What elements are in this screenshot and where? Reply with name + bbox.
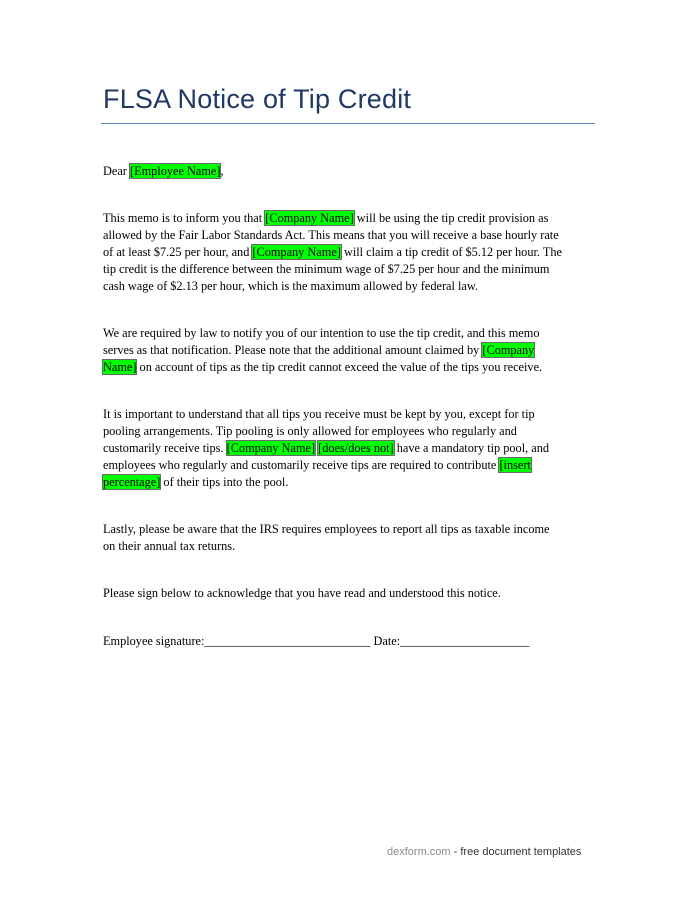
paragraph-line: on their annual tax returns. (103, 539, 236, 553)
salutation (103, 163, 224, 180)
footer-tagline: - free document templates (450, 846, 582, 858)
paragraph-irs-reporting (103, 521, 550, 555)
paragraph-line: Lastly, please be aware that the IRS requires employees to report all tips as taxable income (103, 522, 550, 536)
text-run: will claim a tip credit of $5.12 per hour. The (340, 245, 562, 259)
text-run: serves as that notification. Please note that the additional amount claimed by (103, 343, 483, 357)
date-field[interactable]: _____________________ (400, 634, 530, 648)
title-divider (101, 123, 595, 124)
text-run: will be using the tip credit provision as (353, 211, 549, 225)
paragraph-line (103, 474, 549, 491)
text-run: customarily receive tips. (103, 441, 227, 455)
footer (387, 846, 581, 858)
text-run: employees who regularly and customarily receive tips are required to contribute (103, 458, 500, 472)
text-run: of their tips into the pool. (160, 475, 289, 489)
employee-signature-label: Employee signature: (103, 634, 205, 648)
percentage-placeholder: percentage] (103, 475, 161, 489)
salutation-line (103, 163, 224, 180)
percentage-placeholder: [insert (499, 458, 531, 472)
date-label: Date: (370, 634, 401, 648)
paragraph-line: tip credit is the difference between the minimum wage of $7.25 per hour and the minimum (103, 262, 550, 276)
paragraph-tip-pooling (103, 406, 549, 491)
document-title: FLSA Notice of Tip Credit (103, 84, 412, 114)
paragraph-line: Please sign below to acknowledge that you have read and understood this notice. (103, 586, 501, 600)
salutation-prefix: Dear (103, 164, 130, 178)
text-run: This memo is to inform you that (103, 211, 266, 225)
paragraph-notification (103, 325, 542, 376)
paragraph-line (103, 457, 549, 474)
paragraph-line (103, 359, 542, 376)
company-name-placeholder: [Company (482, 343, 535, 357)
text-run: of at least $7.25 per hour, and (103, 245, 253, 259)
paragraph-tip-credit-intro (103, 210, 562, 295)
paragraph-line (103, 244, 562, 261)
company-name-placeholder: Name] (103, 360, 137, 374)
company-name-placeholder: [Company Name] (252, 245, 341, 259)
paragraph-line: We are required by law to notify you of our intention to use the tip credit, and this memo (103, 326, 540, 340)
paragraph-line: cash wage of $2.13 per hour, which is the maximum allowed by federal law. (103, 279, 479, 293)
does-does-not-placeholder: [does/does not] (318, 441, 394, 455)
paragraph-acknowledge (103, 585, 501, 602)
paragraph-line: It is important to understand that all tips you receive must be kept by you, except for tip (103, 407, 535, 421)
text-run: on account of tips as the tip credit cannot exceed the value of the tips you receive. (136, 360, 543, 374)
paragraph-line: pooling arrangements. Tip pooling is only allowed for employees who regularly and (103, 424, 517, 438)
employee-name-placeholder: [Employee Name] (129, 164, 221, 178)
paragraph-line (103, 440, 549, 457)
paragraph-line (103, 342, 542, 359)
paragraph-line (103, 210, 562, 227)
paragraph-line: allowed by the Fair Labor Standards Act. This means that you will receive a base hourly rate (103, 228, 559, 242)
text-run: have a mandatory tip pool, and (393, 441, 550, 455)
signature-line (103, 633, 529, 650)
employee-signature-field[interactable]: ___________________________ (204, 634, 371, 648)
footer-brand-link[interactable]: dexform.com (387, 846, 451, 858)
company-name-placeholder: [Company Name] (226, 441, 316, 455)
salutation-suffix: , (220, 164, 224, 178)
signature-row (103, 633, 529, 650)
company-name-placeholder: [Company Name] (265, 211, 354, 225)
